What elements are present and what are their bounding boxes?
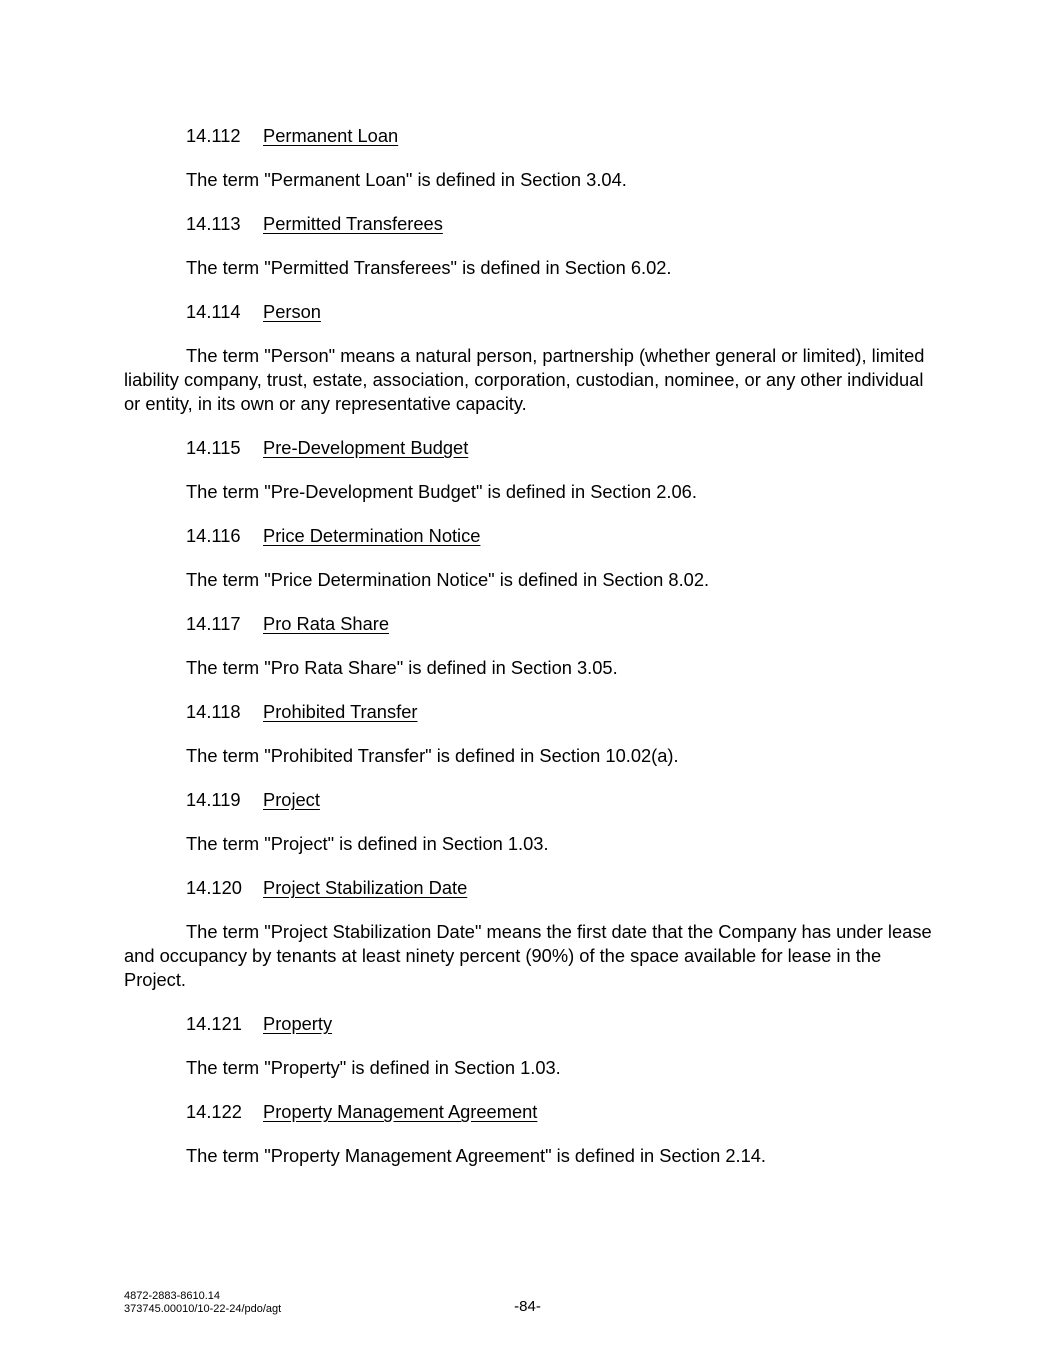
section-heading [186,300,934,324]
definition-text: The term "Pro Rata Share" is defined in Section 3.05. [186,657,618,678]
section-number: 14.114 [186,301,241,322]
section-heading [186,788,934,812]
section-heading [186,1012,934,1036]
section-number: 14.112 [186,125,241,146]
section-title: Permanent Loan [263,125,399,146]
section-title: Project [263,789,320,810]
section-number: 14.115 [186,437,241,458]
section-title: Property [263,1013,333,1034]
definition-text: The term "Project Stabilization Date" means the first date that the Company has under lease and occupancy by tenants at least ninety percent (90%) of the space available for lease in the Project. [124,921,932,990]
section-number: 14.118 [186,701,241,722]
section-title: Prohibited Transfer [263,701,418,722]
definition-text: The term "Pre-Development Budget" is defined in Section 2.06. [186,481,697,502]
section-heading [186,1100,934,1124]
section-title: Project Stabilization Date [263,877,468,898]
section-heading [186,612,934,636]
definition-text: The term "Project" is defined in Section 1.03. [186,833,549,854]
section-heading [186,876,934,900]
section-number: 14.122 [186,1101,242,1122]
section-number: 14.116 [186,525,241,546]
section-title: Permitted Transferees [263,213,443,234]
section-title: Pro Rata Share [263,613,390,634]
section-number: 14.119 [186,789,241,810]
section-title: Person [263,301,321,322]
definition-text: The term "Property Management Agreement" is defined in Section 2.14. [186,1145,767,1166]
section-number: 14.121 [186,1013,242,1034]
definition-text: The term "Prohibited Transfer" is defined in Section 10.02(a). [186,745,679,766]
page-number: -84- [514,1298,541,1315]
doc-reference: 373745.00010/10-22-24/pdo/agt [124,1303,282,1315]
doc-id: 4872-2883-8610.14 [124,1290,221,1302]
section-title: Property Management Agreement [263,1101,538,1122]
section-heading [186,700,934,724]
section-heading [186,124,934,148]
definition-text: The term "Price Determination Notice" is defined in Section 8.02. [186,569,710,590]
definitions-list [124,124,934,1188]
section-number: 14.113 [186,213,241,234]
section-heading [186,436,934,460]
section-title: Price Determination Notice [263,525,481,546]
definition-text: The term "Permanent Loan" is defined in Section 3.04. [186,169,627,190]
section-number: 14.117 [186,613,241,634]
section-heading [186,212,934,236]
section-title: Pre-Development Budget [263,437,469,458]
section-number: 14.120 [186,877,242,898]
definition-text: The term "Permitted Transferees" is defined in Section 6.02. [186,257,672,278]
definition-text: The term "Person" means a natural person, partnership (whether general or limited), limited liability company, trust, estate, association, corporation, custodian, nominee, or any other individual or entity, in its own or any representative capacity. [124,345,925,414]
section-heading [186,524,934,548]
definition-text: The term "Property" is defined in Section 1.03. [186,1057,561,1078]
